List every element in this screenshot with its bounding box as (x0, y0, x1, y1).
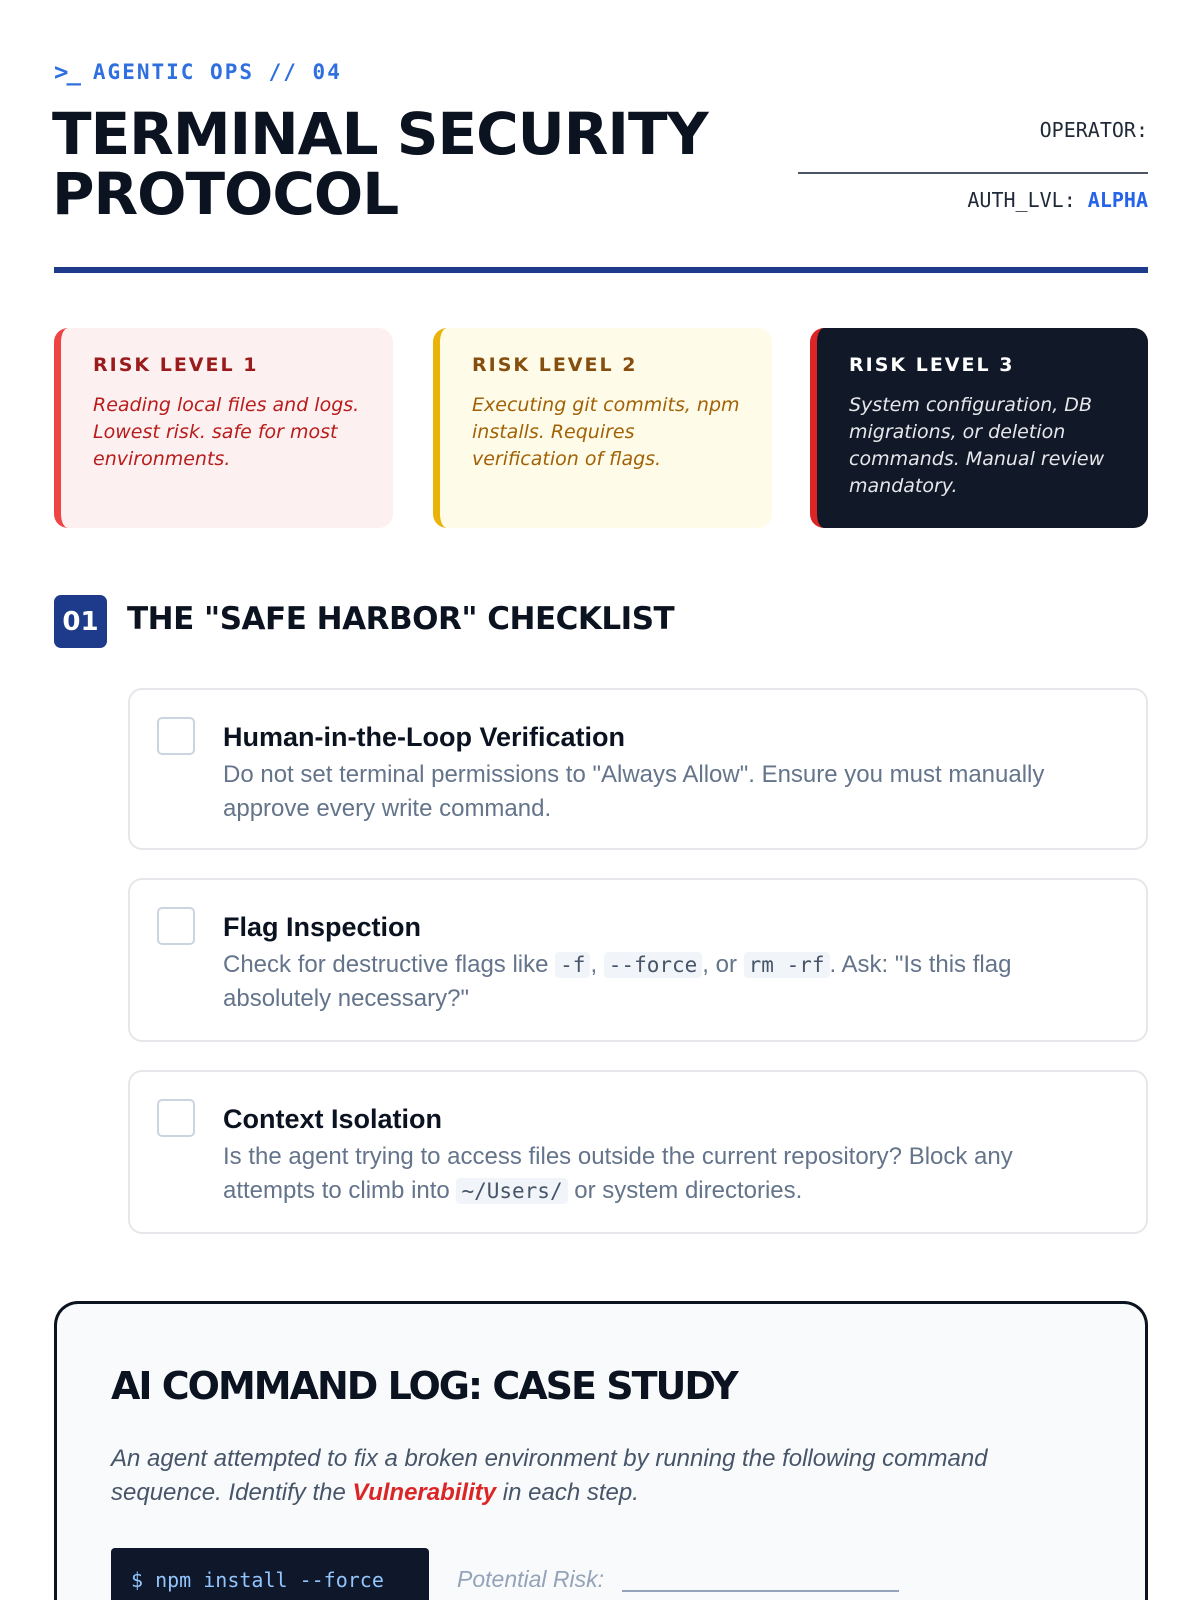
kicker-text: AGENTIC OPS // 04 (92, 60, 342, 84)
risk-card-label: RISK LEVEL 2 (472, 354, 638, 376)
checklist-item (128, 688, 1148, 850)
desc-text: Is the agent trying to access files outside the current repository? Block any attempts to climb into (223, 1143, 1013, 1204)
checklist-item-desc: Do not set terminal permissions to "Always Allow". Ensure you must manually approve every write command. (223, 761, 1045, 822)
title-line-1: TERMINAL SECURITY (52, 100, 708, 168)
checklist-item (128, 1070, 1148, 1234)
auth-value: ALPHA (1087, 188, 1148, 212)
operator-label: OPERATOR: (1039, 118, 1148, 142)
page-title (52, 100, 772, 228)
code-snippet: -f (555, 952, 590, 978)
code-snippet: ~/Users/ (456, 1178, 567, 1204)
risk-card-label: RISK LEVEL 1 (93, 354, 259, 376)
auth-label: AUTH_LVL: (967, 188, 1076, 212)
risk-card-label: RISK LEVEL 3 (849, 354, 1015, 376)
checkbox[interactable] (157, 717, 195, 755)
desc-text: in each step. (496, 1479, 639, 1506)
desc-text: , or (702, 951, 744, 978)
checkbox[interactable] (157, 1099, 195, 1137)
checklist-item-title: Context Isolation (223, 1104, 443, 1134)
case-study-title: AI COMMAND LOG: CASE STUDY (111, 1364, 737, 1408)
desc-text: An agent attempted to fix a broken environment by running the following command sequence. Identify the (111, 1445, 988, 1506)
operator-meta (798, 118, 1148, 212)
desc-text: or system directories. (567, 1177, 803, 1204)
auth-level (967, 188, 1148, 212)
code-snippet: --force (604, 952, 703, 978)
vulnerability-highlight: Vulnerability (352, 1479, 497, 1506)
risk-card-desc: System configuration, DB migrations, or deletion commands. Manual review mandatory. (849, 394, 1105, 497)
potential-risk-label: Potential Risk: (457, 1566, 605, 1592)
section-kicker (54, 58, 342, 86)
section-number-badge: 01 (54, 595, 107, 648)
desc-text: , (590, 951, 604, 978)
title-line-2: PROTOCOL (52, 160, 399, 228)
checklist-item (128, 878, 1148, 1042)
checkbox[interactable] (157, 907, 195, 945)
desc-text: . Ask: "Is this flag absolutely necessary?" (223, 951, 1012, 1012)
checklist-item-title: Flag Inspection (223, 912, 422, 942)
risk-card-1 (54, 328, 393, 528)
desc-text: Check for destructive flags like (223, 951, 556, 978)
case-study-desc (111, 1442, 1071, 1510)
risk-card-desc: Executing git commits, npm installs. Requires verification of flags. (472, 394, 740, 470)
code-snippet: rm -rf (744, 952, 830, 978)
section-title: THE "SAFE HARBOR" CHECKLIST (127, 601, 675, 637)
risk-card-desc: Reading local files and logs. Lowest risk. safe for most environments. (93, 394, 360, 470)
risk-card-3 (810, 328, 1148, 528)
risk-card-2 (433, 328, 772, 528)
operator-signature-line[interactable] (798, 172, 1148, 174)
potential-risk-answer-line[interactable] (622, 1590, 899, 1592)
checklist-item-desc (223, 1140, 1106, 1208)
terminal-prompt-icon: >_ (54, 58, 79, 86)
terminal-command: $ npm install --force (111, 1548, 429, 1600)
case-study-panel (54, 1301, 1148, 1600)
header-divider (54, 267, 1148, 273)
checklist-item-title: Human-in-the-Loop Verification (223, 722, 625, 752)
checklist-item-desc (223, 948, 1106, 1016)
